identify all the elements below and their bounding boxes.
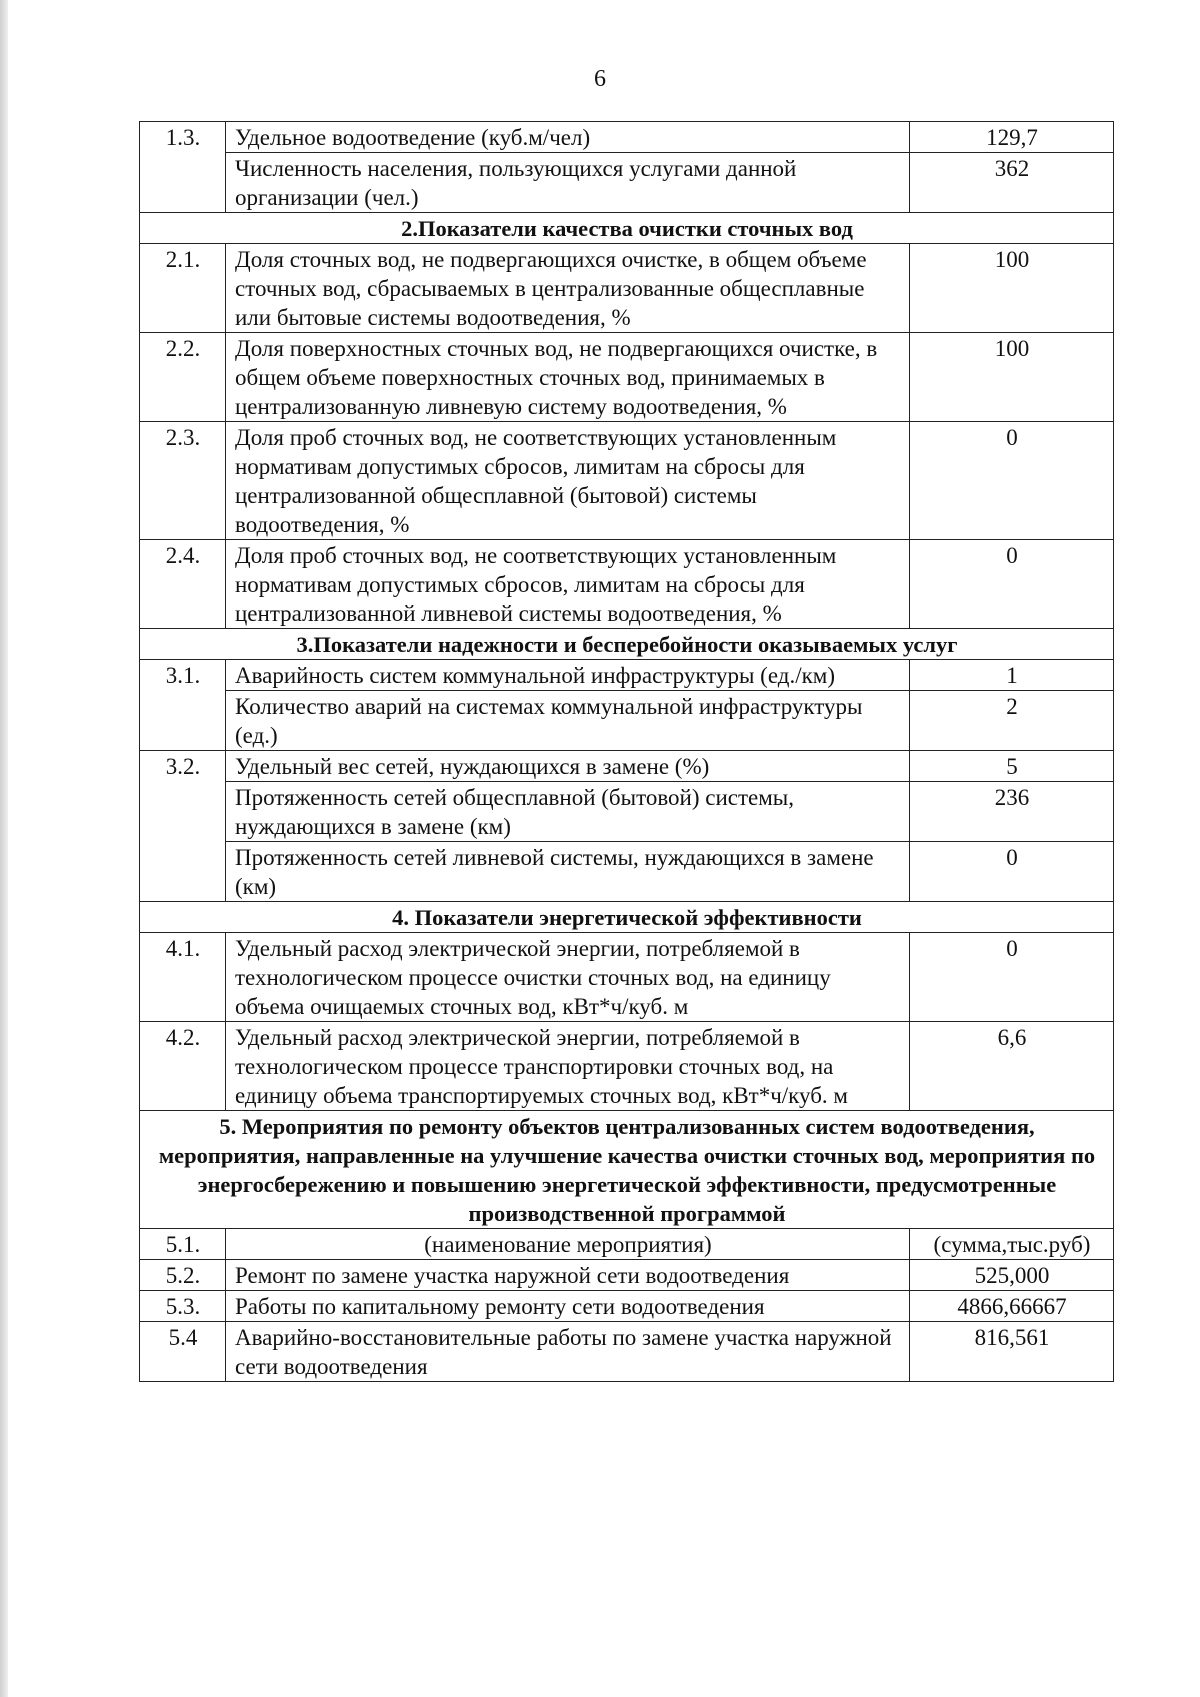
indicator-name: Доля проб сточных вод, не соответствующих установленным нормативам допустимых сбросов, лимитам на сбросы для централизованной общесплавной (бытовой) системы водоотведения, % <box>226 422 910 540</box>
indicator-value: 0 <box>910 422 1114 540</box>
section-heading: 3.Показатели надежности и бесперебойности оказываемых услуг <box>140 629 1114 660</box>
row-number: 5.3. <box>140 1291 226 1322</box>
row-number: 3.1. <box>140 660 226 751</box>
table-row <box>140 782 1114 842</box>
indicator-name: Численность населения, пользующихся услугами данной организации (чел.) <box>226 153 910 213</box>
indicator-value: 2 <box>910 691 1114 751</box>
indicator-value: 362 <box>910 153 1114 213</box>
table-row <box>140 691 1114 751</box>
indicator-value: 236 <box>910 782 1114 842</box>
section-heading: 4. Показатели энергетической эффективности <box>140 902 1114 933</box>
indicator-value: 0 <box>910 540 1114 629</box>
indicator-value: 0 <box>910 933 1114 1022</box>
indicator-name: Количество аварий на системах коммунальной инфраструктуры (ед.) <box>226 691 910 751</box>
measure-sum: 4866,66667 <box>910 1291 1114 1322</box>
section-row <box>140 629 1114 660</box>
row-number: 2.3. <box>140 422 226 540</box>
indicator-name: Доля поверхностных сточных вод, не подвергающихся очистке, в общем объеме поверхностных сточных вод, принимаемых в централизованную ливневую систему водоотведения, % <box>226 333 910 422</box>
indicator-name: Удельный вес сетей, нуждающихся в замене (%) <box>226 751 910 782</box>
row-number: 4.2. <box>140 1022 226 1111</box>
row-number: 2.4. <box>140 540 226 629</box>
indicator-name: Удельное водоотведение (куб.м/чел) <box>226 122 910 153</box>
measure-name: Ремонт по замене участка наружной сети водоотведения <box>226 1260 910 1291</box>
table-row <box>140 751 1114 782</box>
indicator-value: 100 <box>910 333 1114 422</box>
row-number: 2.2. <box>140 333 226 422</box>
indicator-name: Доля сточных вод, не подвергающихся очистке, в общем объеме сточных вод, сбрасываемых в централизованные общесплавные или бытовые системы водоотведения, % <box>226 244 910 333</box>
table-row <box>140 333 1114 422</box>
section-row <box>140 902 1114 933</box>
table-row <box>140 153 1114 213</box>
row-number: 4.1. <box>140 933 226 1022</box>
table-row <box>140 660 1114 691</box>
indicators-table <box>139 121 1114 1382</box>
indicator-value: 100 <box>910 244 1114 333</box>
table-row <box>140 842 1114 902</box>
section-heading: 5. Мероприятия по ремонту объектов централизованных систем водоотведения, мероприятия, направленные на улучшение качества очистки сточных вод, мероприятия по энергосбережению и повышению энергетической эффективности, предусмотренные производственной программой <box>140 1111 1114 1229</box>
indicator-value: 1 <box>910 660 1114 691</box>
table-row <box>140 540 1114 629</box>
indicator-value: 6,6 <box>910 1022 1114 1111</box>
row-number: 5.4 <box>140 1322 226 1382</box>
indicator-value: 129,7 <box>910 122 1114 153</box>
measure-name: Работы по капитальному ремонту сети водоотведения <box>226 1291 910 1322</box>
row-number: 3.2. <box>140 751 226 902</box>
section-row <box>140 213 1114 244</box>
indicator-name: Протяженность сетей ливневой системы, нуждающихся в замене (км) <box>226 842 910 902</box>
row-number: 1.3. <box>140 122 226 213</box>
table-row <box>140 1322 1114 1382</box>
page-number: 6 <box>594 66 606 92</box>
measure-sum: 525,000 <box>910 1260 1114 1291</box>
table-row <box>140 1260 1114 1291</box>
measure-sum: 816,561 <box>910 1322 1114 1382</box>
indicator-name: Доля проб сточных вод, не соответствующих установленным нормативам допустимых сбросов, лимитам на сбросы для централизованной ливневой системы водоотведения, % <box>226 540 910 629</box>
indicator-name: Удельный расход электрической энергии, потребляемой в технологическом процессе транспортировки сточных вод, на единицу объема транспортируемых сточных вод, кВт*ч/куб. м <box>226 1022 910 1111</box>
table-row <box>140 244 1114 333</box>
table-row <box>140 1291 1114 1322</box>
indicator-name: Протяженность сетей общесплавной (бытовой) системы, нуждающихся в замене (км) <box>226 782 910 842</box>
indicator-value: 5 <box>910 751 1114 782</box>
table-row <box>140 1229 1114 1260</box>
table-row <box>140 1022 1114 1111</box>
measure-name-header: (наименование мероприятия) <box>226 1229 910 1260</box>
row-number: 5.2. <box>140 1260 226 1291</box>
row-number: 5.1. <box>140 1229 226 1260</box>
row-number: 2.1. <box>140 244 226 333</box>
table-row <box>140 422 1114 540</box>
scan-edge-strip <box>0 0 8 1697</box>
table-row <box>140 122 1114 153</box>
measure-sum-header: (сумма,тыс.руб) <box>910 1229 1114 1260</box>
indicator-name: Аварийность систем коммунальной инфраструктуры (ед./км) <box>226 660 910 691</box>
section-heading: 2.Показатели качества очистки сточных вод <box>140 213 1114 244</box>
measure-name: Аварийно-восстановительные работы по замене участка наружной сети водоотведения <box>226 1322 910 1382</box>
indicator-value: 0 <box>910 842 1114 902</box>
indicator-name: Удельный расход электрической энергии, потребляемой в технологическом процессе очистки сточных вод, на единицу объема очищаемых сточных вод, кВт*ч/куб. м <box>226 933 910 1022</box>
section-row <box>140 1111 1114 1229</box>
table-row <box>140 933 1114 1022</box>
